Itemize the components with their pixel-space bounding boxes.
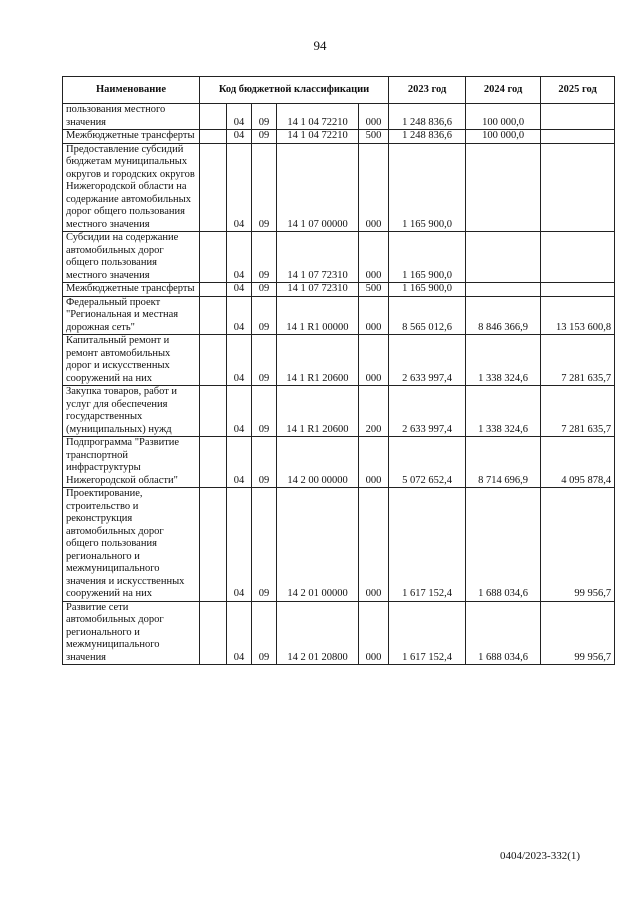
cell-2025: 7 281 635,7 <box>541 335 615 386</box>
cell-name: Закупка товаров, работ и услуг для обеспечения государственных (муниципальных) нужд <box>63 386 200 437</box>
cell-2025: 4 095 878,4 <box>541 437 615 488</box>
cell-subsection: 09 <box>252 130 277 144</box>
cell-2025 <box>541 143 615 232</box>
page-number: 94 <box>313 38 327 53</box>
cell-subsection: 09 <box>252 386 277 437</box>
cell-expense-type: 000 <box>359 104 389 130</box>
budget-table <box>62 76 615 665</box>
cell-blank <box>200 488 227 602</box>
cell-name: Межбюджетные трансферты <box>63 130 200 144</box>
cell-2023: 8 565 012,6 <box>389 296 466 335</box>
cell-name: Подпрограмма "Развитие транспортной инфраструктуры Нижегородской области" <box>63 437 200 488</box>
cell-blank <box>200 296 227 335</box>
table-row <box>63 232 615 283</box>
table-row <box>63 335 615 386</box>
cell-subsection: 09 <box>252 143 277 232</box>
cell-section: 04 <box>227 143 252 232</box>
cell-name: Субсидии на содержание автомобильных дорог общего пользования местного значения <box>63 232 200 283</box>
cell-subsection: 09 <box>252 437 277 488</box>
table-row <box>63 130 615 144</box>
cell-blank <box>200 283 227 297</box>
cell-subsection: 09 <box>252 232 277 283</box>
cell-2025 <box>541 283 615 297</box>
cell-section: 04 <box>227 386 252 437</box>
cell-blank <box>200 335 227 386</box>
document-code: 0404/2023-332(1) <box>500 850 581 862</box>
header-2025: 2025 год <box>541 77 615 104</box>
cell-2024: 100 000,0 <box>466 104 541 130</box>
cell-section: 04 <box>227 232 252 283</box>
cell-2025: 7 281 635,7 <box>541 386 615 437</box>
cell-subsection: 09 <box>252 488 277 602</box>
cell-2023: 2 633 997,4 <box>389 335 466 386</box>
cell-target-article: 14 1 07 72310 <box>277 232 359 283</box>
cell-name: Капитальный ремонт и ремонт автомобильных дорог и искусственных сооружений на них <box>63 335 200 386</box>
table-row <box>63 437 615 488</box>
table-body <box>63 104 615 665</box>
table-row <box>63 104 615 130</box>
cell-expense-type: 000 <box>359 437 389 488</box>
cell-subsection: 09 <box>252 104 277 130</box>
cell-target-article: 14 2 01 00000 <box>277 488 359 602</box>
cell-name: Предоставление субсидий бюджетам муниципальных округов и городских округов Нижегородской области на содержание автомобильных дорог общего пользования местного значения <box>63 143 200 232</box>
cell-section: 04 <box>227 130 252 144</box>
cell-2023: 1 165 900,0 <box>389 283 466 297</box>
cell-section: 04 <box>227 601 252 665</box>
cell-2023: 1 617 152,4 <box>389 488 466 602</box>
table-row <box>63 488 615 602</box>
cell-2024 <box>466 283 541 297</box>
cell-section: 04 <box>227 283 252 297</box>
table-row <box>63 283 615 297</box>
cell-2025: 99 956,7 <box>541 601 615 665</box>
cell-blank <box>200 386 227 437</box>
cell-section: 04 <box>227 335 252 386</box>
cell-expense-type: 000 <box>359 143 389 232</box>
cell-subsection: 09 <box>252 283 277 297</box>
cell-expense-type: 500 <box>359 283 389 297</box>
cell-blank <box>200 143 227 232</box>
cell-2023: 1 617 152,4 <box>389 601 466 665</box>
cell-expense-type: 000 <box>359 488 389 602</box>
cell-2023: 2 633 997,4 <box>389 386 466 437</box>
header-row <box>63 77 615 104</box>
cell-2023: 1 165 900,0 <box>389 143 466 232</box>
cell-section: 04 <box>227 296 252 335</box>
cell-2024 <box>466 232 541 283</box>
cell-expense-type: 000 <box>359 601 389 665</box>
cell-2023: 1 248 836,6 <box>389 130 466 144</box>
table-row <box>63 386 615 437</box>
cell-2025: 13 153 600,8 <box>541 296 615 335</box>
cell-section: 04 <box>227 104 252 130</box>
cell-2023: 5 072 652,4 <box>389 437 466 488</box>
table-row <box>63 601 615 665</box>
table-row <box>63 143 615 232</box>
header-2024: 2024 год <box>466 77 541 104</box>
cell-2024: 100 000,0 <box>466 130 541 144</box>
header-2023: 2023 год <box>389 77 466 104</box>
cell-target-article: 14 1 R1 20600 <box>277 335 359 386</box>
cell-name: Проектирование, строительство и реконструкция автомобильных дорог общего пользования регионального и межмуниципального значения и искусственных сооружений на них <box>63 488 200 602</box>
cell-2024: 1 338 324,6 <box>466 335 541 386</box>
cell-expense-type: 000 <box>359 296 389 335</box>
cell-2025: 99 956,7 <box>541 488 615 602</box>
cell-name: Межбюджетные трансферты <box>63 283 200 297</box>
cell-2024: 8 846 366,9 <box>466 296 541 335</box>
cell-target-article: 14 1 R1 00000 <box>277 296 359 335</box>
cell-2024: 1 688 034,6 <box>466 601 541 665</box>
table-row <box>63 296 615 335</box>
cell-2024: 8 714 696,9 <box>466 437 541 488</box>
cell-target-article: 14 1 07 72310 <box>277 283 359 297</box>
cell-2023: 1 165 900,0 <box>389 232 466 283</box>
cell-name: Федеральный проект "Региональная и местная дорожная сеть" <box>63 296 200 335</box>
cell-target-article: 14 1 R1 20600 <box>277 386 359 437</box>
cell-name: Развитие сети автомобильных дорог регионального и межмуниципального значения <box>63 601 200 665</box>
cell-blank <box>200 437 227 488</box>
cell-2023: 1 248 836,6 <box>389 104 466 130</box>
cell-blank <box>200 601 227 665</box>
cell-subsection: 09 <box>252 601 277 665</box>
cell-blank <box>200 130 227 144</box>
cell-2024: 1 338 324,6 <box>466 386 541 437</box>
cell-target-article: 14 2 00 00000 <box>277 437 359 488</box>
cell-name: пользования местного значения <box>63 104 200 130</box>
cell-2025 <box>541 232 615 283</box>
cell-target-article: 14 1 07 00000 <box>277 143 359 232</box>
cell-expense-type: 500 <box>359 130 389 144</box>
cell-target-article: 14 2 01 20800 <box>277 601 359 665</box>
cell-blank <box>200 232 227 283</box>
cell-target-article: 14 1 04 72210 <box>277 104 359 130</box>
cell-2024: 1 688 034,6 <box>466 488 541 602</box>
cell-expense-type: 000 <box>359 335 389 386</box>
cell-expense-type: 000 <box>359 232 389 283</box>
header-code: Код бюджетной классификации <box>200 77 389 104</box>
cell-expense-type: 200 <box>359 386 389 437</box>
cell-2025 <box>541 104 615 130</box>
header-name: Наименование <box>63 77 200 104</box>
cell-target-article: 14 1 04 72210 <box>277 130 359 144</box>
cell-2025 <box>541 130 615 144</box>
cell-subsection: 09 <box>252 335 277 386</box>
cell-subsection: 09 <box>252 296 277 335</box>
cell-blank <box>200 104 227 130</box>
cell-2024 <box>466 143 541 232</box>
cell-section: 04 <box>227 488 252 602</box>
cell-section: 04 <box>227 437 252 488</box>
